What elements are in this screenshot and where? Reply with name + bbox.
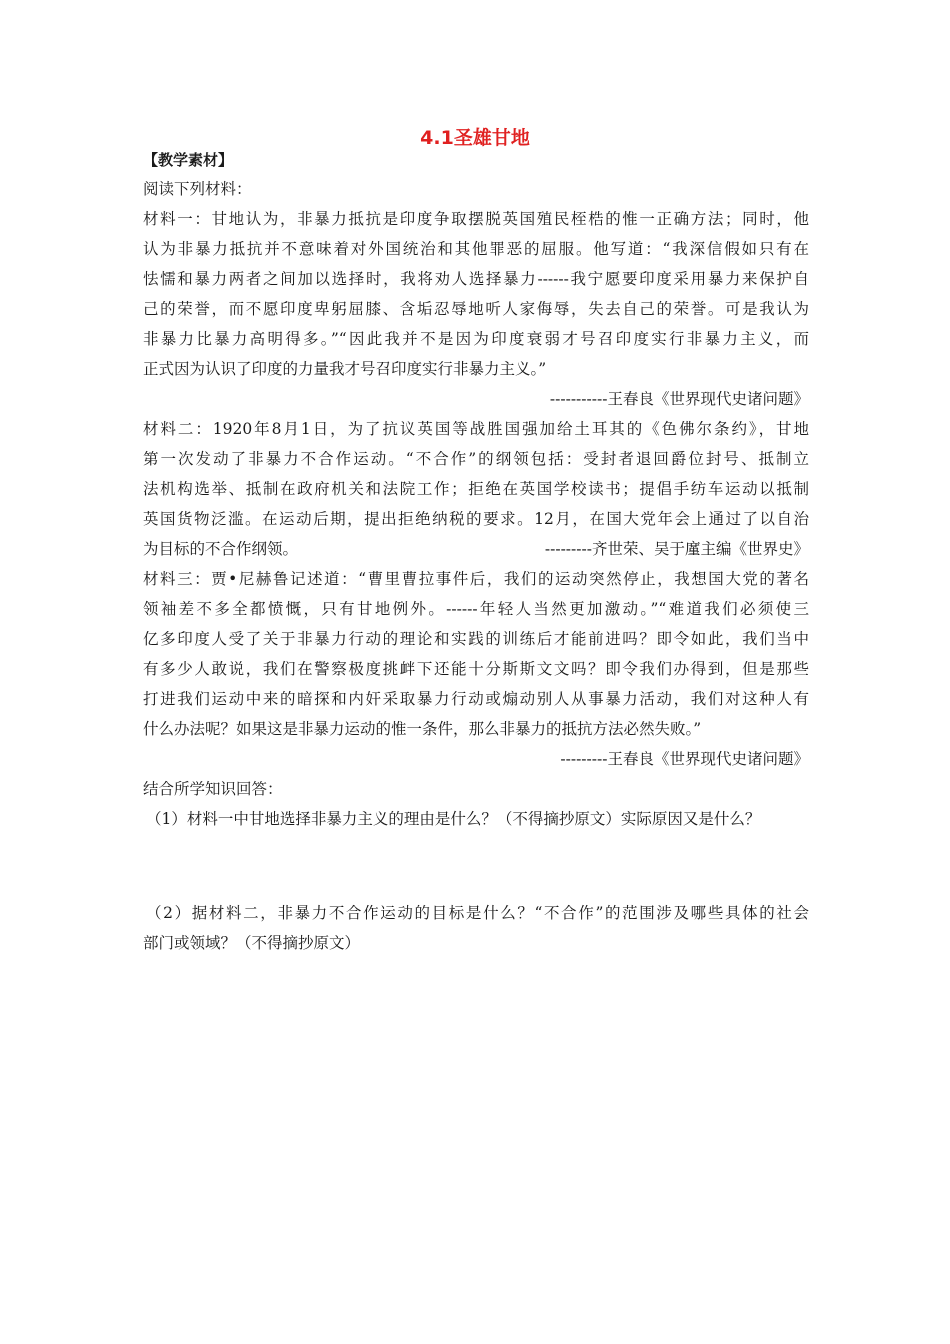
material1-line: 材料一：甘地认为，非暴力抵抗是印度争取摆脱英国殖民桎梏的惟一正确方法；同时，他 xyxy=(143,210,809,228)
document-body xyxy=(143,146,809,958)
question-1: （1）材料一中甘地选择非暴力主义的理由是什么？（不得摘抄原文）实际原因又是什么？ xyxy=(146,810,761,828)
material1-line: 正式因为认识了印度的力量我才号召印度实行非暴力主义。” xyxy=(143,360,547,378)
answer-space xyxy=(143,834,809,898)
question-2: （2）据材料二，非暴力不合作运动的目标是什么？“不合作”的范围涉及哪些具体的社会 xyxy=(146,904,809,922)
material3-line: 亿多印度人受了关于非暴力行动的理论和实践的训练后才能前进吗？即令如此，我们当中 xyxy=(143,630,809,648)
question-2-continued: 部门或领域？（不得摘抄原文） xyxy=(143,934,361,952)
material1-line: 怯懦和暴力两者之间加以选择时，我将劝人选择暴力------我宁愿要印度采用暴力来保护自 xyxy=(143,270,809,288)
material2-line: 法机构选举、抵制在政府机关和法院工作；拒绝在英国学校读书；提倡手纺车运动以抵制 xyxy=(143,480,809,498)
material3-line: 材料三：贾•尼赫鲁记述道：“曹里曹拉事件后，我们的运动突然停止，我想国大党的著名 xyxy=(143,570,809,588)
material2-line: 为目标的不合作纲领。 xyxy=(143,540,299,558)
material3-line: 什么办法呢？如果这是非暴力运动的惟一条件，那么非暴力的抵抗方法必然失败。” xyxy=(143,720,702,738)
material1-line: 认为非暴力抵抗并不意味着对外国统治和其他罪恶的屈服。他写道：“我深信假如只有在 xyxy=(143,240,809,258)
material1-line: 己的荣誉，而不愿印度卑躬屈膝、含垢忍辱地听人家侮辱，失去自己的荣誉。可是我认为 xyxy=(143,300,809,318)
material2-line: 材料二：1920年8月1日，为了抗议英国等战胜国强加给土耳其的《色佛尔条约》，甘地 xyxy=(143,420,809,438)
material2-last-line xyxy=(143,534,809,564)
material1-line: 非暴力比暴力高明得多。”“因此我并不是因为印度衰弱才号召印度实行非暴力主义，而 xyxy=(143,330,809,348)
material2-line: 英国货物泛滥。在运动后期，提出拒绝纳税的要求。12月，在国大党年会上通过了以自治 xyxy=(143,510,809,528)
material3-source: ---------王春良《世界现代史诸问题》 xyxy=(560,750,809,768)
material2-source: ---------齐世荣、吴于廑主编《世界史》 xyxy=(544,540,809,558)
material3-line: 打进我们运动中来的暗探和内奸采取暴力行动或煽动别人从事暴力活动，我们对这种人有 xyxy=(143,690,809,708)
question-prompt: 结合所学知识回答： xyxy=(143,780,283,798)
material1-source: -----------王春良《世界现代史诸问题》 xyxy=(549,390,809,408)
section-header: 【教学素材】 xyxy=(143,151,234,169)
document-title: 4.1圣雄甘地 xyxy=(420,127,530,149)
material3-line: 领袖差不多全都愤慨，只有甘地例外。------年轻人当然更加激动。”“难道我们必须使三 xyxy=(143,600,809,618)
intro-text: 阅读下列材料： xyxy=(143,180,252,198)
material3-line: 有多少人敢说，我们在警察极度挑衅下还能十分斯斯文文吗？即令我们办得到，但是那些 xyxy=(143,660,809,678)
material2-line: 第一次发动了非暴力不合作运动。“不合作”的纲领包括：受封者退回爵位封号、抵制立 xyxy=(143,450,809,468)
